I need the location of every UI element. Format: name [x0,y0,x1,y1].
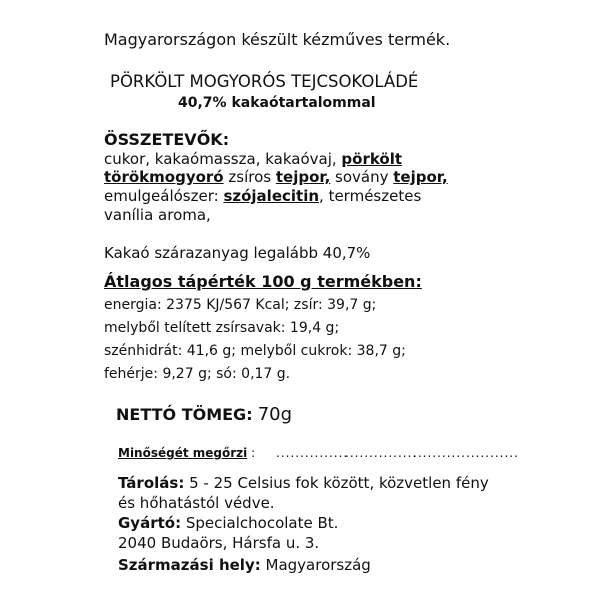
storage-line-1 [118,474,489,492]
ingredients-line-2 [104,168,448,186]
storage-line-2: és hőhatástól védve. [118,494,275,512]
best-before-dots: ...................... [413,446,519,460]
nutrition-row: energia: 2375 KJ/567 Kcal; zsír: 39,7 g; [104,297,377,313]
ingredients-text: sovány [330,168,394,186]
nutrition-heading: Átlagos tápérték 100 g termékben: [104,272,422,291]
best-before-dots: ............... [345,446,418,460]
nutrition-row: fehérje: 9,27 g; só: 0,17 g. [104,366,291,382]
storage-label: Tárolás: [118,474,185,492]
ingredients-line-1 [104,150,402,168]
origin-place-value: Magyarország [260,556,371,574]
ingredients-heading: ÖSSZETEVŐK: [104,130,230,149]
best-before-colon: : [247,446,256,460]
ingredients-text: cukor, kakaómassza, kakaóvaj, [104,150,342,168]
origin-place [118,556,371,574]
allergen-roasted: pörkölt [341,150,403,168]
nutrition-row: szénhidrát: 41,6 g; melyből cukrok: 38,7 g; [104,343,406,359]
best-before [118,446,255,460]
producer-name: Specialchocolate Bt. [181,514,339,532]
ingredients-line-4: vanília aroma, [104,206,211,224]
best-before-label: Minőségét megőrzi [118,446,248,460]
storage-text: 5 - 25 Celsius fok között, közvetlen fény [184,474,489,492]
cocoa-subtitle: 40,7% kakaótartalommal [178,95,376,111]
net-weight-label: NETTÓ TÖMEG: [116,405,253,424]
best-before-dots: ............... [276,446,349,460]
producer-address: 2040 Budaörs, Hársfa u. 3. [118,534,320,552]
net-weight-value: 70g [257,404,293,425]
allergen-milk-powder-2: tejpor, [393,168,448,186]
producer-line [118,514,338,532]
allergen-hazelnut: törökmogyoró [104,168,224,186]
ingredients-text: , természetes [319,187,422,205]
allergen-milk-powder: tejpor, [275,168,331,186]
ingredients-text: emulgeálószer: [104,187,224,205]
origin-line: Magyarországon készült kézműves termék. [104,30,451,49]
ingredients-line-3 [104,187,421,205]
ingredients-text: zsíros [223,168,276,186]
cocoa-dry-matter: Kakaó szárazanyag legalább 40,7% [104,244,371,262]
product-title: PÖRKÖLT MOGYORÓS TEJCSOKOLÁDÉ [110,72,419,91]
origin-place-label: Származási hely: [118,556,261,574]
producer-label: Gyártó: [118,514,182,532]
allergen-soy-lecithin: szójalecitin [223,187,320,205]
nutrition-row: melyből telített zsírsavak: 19,4 g; [104,320,340,336]
net-weight [116,404,292,425]
